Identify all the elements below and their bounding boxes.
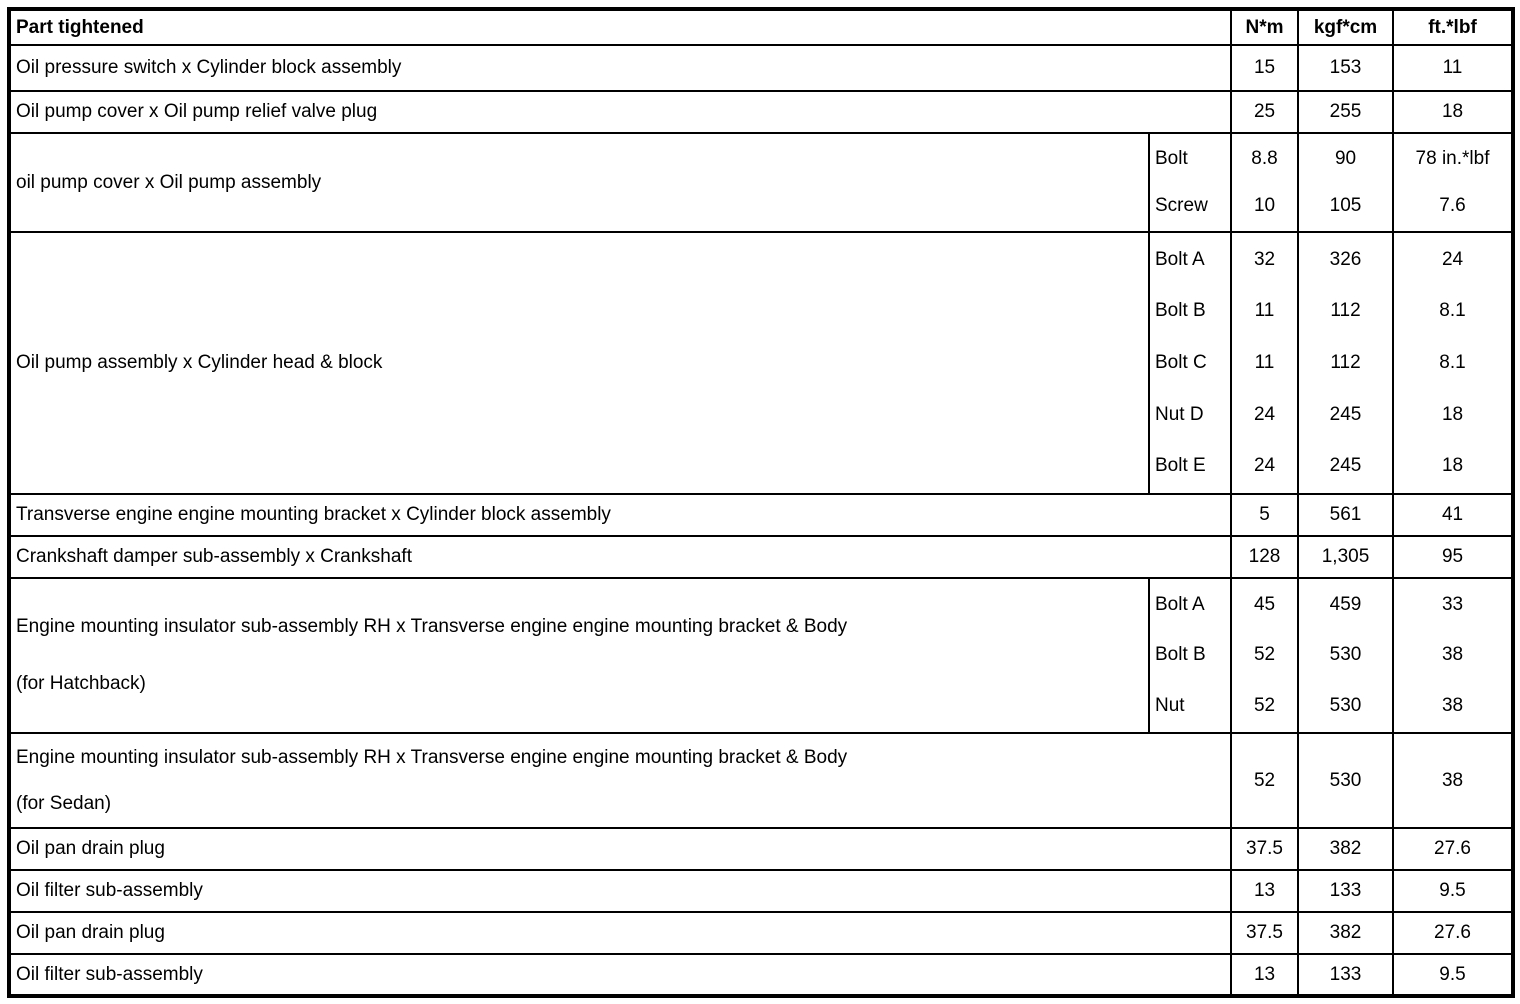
nm-value: 15: [1231, 45, 1298, 91]
fastener-label: Bolt A: [1155, 594, 1205, 616]
kgf-value: 245: [1329, 455, 1362, 477]
table-row: [9, 578, 1513, 733]
table-row: [9, 954, 1513, 996]
part-cell: Oil pump cover x Oil pump relief valve plug: [9, 91, 1231, 133]
kgf-value: 255: [1298, 91, 1393, 133]
fastener-label: Bolt B: [1155, 300, 1206, 322]
kgf-value: 105: [1329, 195, 1362, 217]
nm-value: 32: [1253, 248, 1276, 270]
ftlbf-value: 24: [1441, 248, 1464, 270]
part-cell: [9, 733, 1231, 828]
part-line: (for Sedan): [16, 792, 112, 814]
fastener-label: Bolt: [1155, 147, 1188, 169]
kgf-cell: [1298, 232, 1393, 494]
nm-value: 24: [1253, 403, 1276, 425]
table-row: [9, 91, 1513, 133]
kgf-value: 561: [1298, 494, 1393, 536]
kgf-value: 326: [1329, 248, 1362, 270]
nm-value: 52: [1231, 733, 1298, 828]
kgf-value: 382: [1298, 912, 1393, 954]
kgf-value: 112: [1330, 300, 1361, 322]
header-part-tightened: Part tightened: [9, 9, 1231, 45]
ftlbf-value: 38: [1441, 694, 1464, 716]
kgf-value: 459: [1329, 594, 1362, 616]
nm-cell: [1231, 133, 1298, 232]
table-row: [9, 912, 1513, 954]
nm-value: 13: [1231, 870, 1298, 912]
ftlbf-value: 7.6: [1439, 195, 1466, 217]
ftlbf-cell: [1393, 133, 1513, 232]
kgf-value: 530: [1329, 644, 1362, 666]
fastener-cell: [1149, 232, 1231, 494]
header-nm: N*m: [1231, 9, 1298, 45]
part-line: (for Hatchback): [16, 673, 146, 694]
part-line: Engine mounting insulator sub-assembly RH x Transverse engine engine mounting bracket & Body: [16, 746, 848, 768]
nm-value: 25: [1231, 91, 1298, 133]
fastener-label: Nut: [1155, 694, 1185, 716]
nm-value: 24: [1253, 455, 1276, 477]
part-cell: Oil pressure switch x Cylinder block assembly: [9, 45, 1231, 91]
kgf-value: 153: [1298, 45, 1393, 91]
kgf-value: 112: [1330, 351, 1361, 373]
ftlbf-value: 41: [1393, 494, 1513, 536]
ftlbf-value: 18: [1441, 403, 1464, 425]
nm-value: 11: [1254, 300, 1275, 322]
ftlbf-value: 95: [1393, 536, 1513, 578]
nm-value: 11: [1254, 351, 1275, 373]
table-row: [9, 870, 1513, 912]
ftlbf-value: 38: [1441, 644, 1464, 666]
torque-spec-table: [7, 7, 1515, 998]
kgf-value: 90: [1334, 147, 1357, 169]
nm-value: 52: [1253, 694, 1276, 716]
fastener-label: Bolt B: [1155, 644, 1206, 666]
kgf-cell: [1298, 578, 1393, 733]
nm-cell: [1231, 578, 1298, 733]
ftlbf-value: 78 in.*lbf: [1415, 147, 1490, 169]
nm-value: 10: [1253, 195, 1276, 217]
fastener-cell: [1149, 133, 1231, 232]
ftlbf-value: 27.6: [1393, 828, 1513, 870]
fastener-label: Bolt C: [1155, 351, 1207, 373]
fastener-label: Screw: [1155, 195, 1208, 217]
ftlbf-cell: [1393, 578, 1513, 733]
part-cell: Oil filter sub-assembly: [9, 870, 1231, 912]
kgf-value: 133: [1298, 870, 1393, 912]
part-cell: [9, 578, 1149, 733]
kgf-value: 530: [1329, 694, 1362, 716]
part-cell: oil pump cover x Oil pump assembly: [9, 133, 1149, 232]
table-row: [9, 536, 1513, 578]
part-cell: Transverse engine engine mounting bracket x Cylinder block assembly: [9, 494, 1231, 536]
nm-value: 37.5: [1231, 912, 1298, 954]
part-cell: Oil pump assembly x Cylinder head & block: [9, 232, 1149, 494]
fastener-cell: [1149, 578, 1231, 733]
ftlbf-value: 8.1: [1439, 351, 1466, 373]
table-header-row: [9, 9, 1513, 45]
kgf-value: 1,305: [1298, 536, 1393, 578]
nm-value: 13: [1231, 954, 1298, 996]
kgf-value: 245: [1329, 403, 1362, 425]
nm-value: 128: [1231, 536, 1298, 578]
kgf-value: 530: [1298, 733, 1393, 828]
table-row: [9, 828, 1513, 870]
part-line: Engine mounting insulator sub-assembly RH x Transverse engine engine mounting bracket & Body: [16, 616, 848, 637]
nm-value: 45: [1253, 594, 1276, 616]
table-row: [9, 494, 1513, 536]
ftlbf-value: 27.6: [1393, 912, 1513, 954]
ftlbf-value: 8.1: [1439, 300, 1466, 322]
nm-value: 5: [1231, 494, 1298, 536]
header-kgf-cm: kgf*cm: [1298, 9, 1393, 45]
ftlbf-value: 9.5: [1393, 870, 1513, 912]
ftlbf-value: 38: [1393, 733, 1513, 828]
ftlbf-value: 9.5: [1393, 954, 1513, 996]
kgf-value: 133: [1298, 954, 1393, 996]
ftlbf-value: 11: [1393, 45, 1513, 91]
kgf-cell: [1298, 133, 1393, 232]
fastener-label: Nut D: [1155, 403, 1204, 425]
nm-value: 8.8: [1251, 147, 1278, 169]
nm-cell: [1231, 232, 1298, 494]
part-cell: Oil filter sub-assembly: [9, 954, 1231, 996]
header-ft-lbf: ft.*lbf: [1393, 9, 1513, 45]
ftlbf-value: 18: [1441, 455, 1464, 477]
nm-value: 37.5: [1231, 828, 1298, 870]
ftlbf-cell: [1393, 232, 1513, 494]
ftlbf-value: 18: [1393, 91, 1513, 133]
fastener-label: Bolt E: [1155, 455, 1206, 477]
fastener-label: Bolt A: [1155, 248, 1205, 270]
table-row: [9, 733, 1513, 828]
part-cell: Oil pan drain plug: [9, 912, 1231, 954]
kgf-value: 382: [1298, 828, 1393, 870]
part-cell: Crankshaft damper sub-assembly x Crankshaft: [9, 536, 1231, 578]
table-row: [9, 232, 1513, 494]
ftlbf-value: 33: [1441, 594, 1464, 616]
table-row: [9, 45, 1513, 91]
part-cell: Oil pan drain plug: [9, 828, 1231, 870]
table-row: [9, 133, 1513, 232]
nm-value: 52: [1253, 644, 1276, 666]
